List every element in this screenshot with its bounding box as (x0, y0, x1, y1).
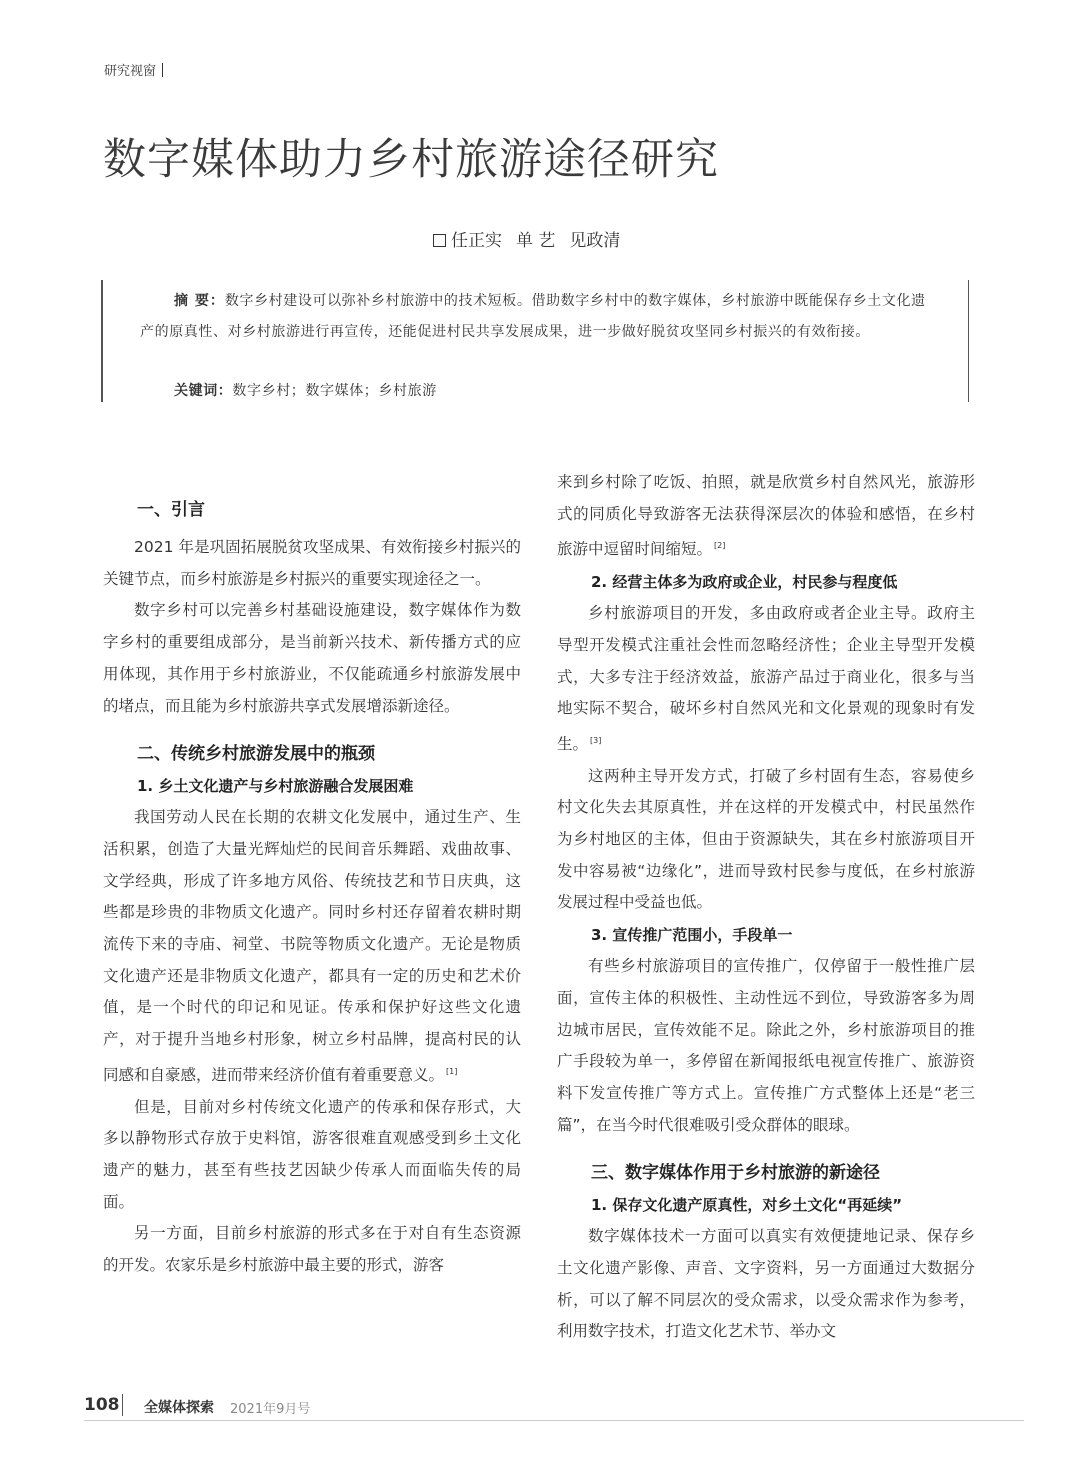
subheading: 1. 保存文化遗产原真性，对乡土文化“再延续” (591, 1196, 903, 1215)
magazine-name: 全媒体探索 (144, 1400, 214, 1416)
abstract (140, 286, 940, 348)
author-box-icon (433, 234, 446, 247)
paragraph: 有些乡村旅游项目的宣传推广，仅停留于一般性推广层面，宣传主体的积极性、主动性远不到位，导致游客多为周边城市居民，宣传效能不足。除此之外，乡村旅游项目的推广手段较为单一，多停留在新闻报纸电视宣传推广、旅游资料下发宣传推广等方式上。宣传推广方式整体上还是“老三篇”，在当今时代很难吸引受众群体的眼球。 (557, 957, 975, 1134)
keywords (174, 380, 437, 400)
paragraph: 数字媒体技术一方面可以真实有效便捷地记录、保存乡土文化遗产影像、声音、文字资料，另一方面通过大数据分析，可以了解不同层次的受众需求，以受众需求作为参考，利用数字技术，打造文化艺术节、举办文 (557, 1227, 975, 1341)
paragraph: 但是，目前对乡村传统文化遗产的传承和保存形式，大多以静物形式存放于史料馆，游客很难直观感受到乡土文化遗产的魅力，甚至有些技艺因缺少传承人而面临失传的局面。 (103, 1097, 521, 1211)
page-number: 108 (84, 1395, 120, 1415)
section-tag (104, 60, 163, 79)
abstract-left-rule (101, 280, 103, 402)
abstract-label: 摘 要： (174, 293, 225, 309)
keywords-list: 数字乡村；数字媒体；乡村旅游 (232, 383, 437, 399)
paragraph-text: 乡村旅游项目的开发，多由政府或者企业主导。政府主导型开发模式注重社会性而忽略经济性；企业主导型开发模式，大多专注于经济效益，旅游产品过于商业化，很多与当地实际不契合，破坏乡村自然风光和文化景观的现象时有发生。 (557, 604, 975, 753)
heading-introduction: 一、引言 (137, 500, 205, 520)
paragraph (103, 802, 521, 1091)
citation-ref: [1] (446, 1066, 458, 1076)
citation-ref: [3] (590, 735, 602, 745)
heading-section-three: 三、数字媒体作用于乡村旅游的新途径 (591, 1163, 880, 1184)
abstract-right-rule (968, 280, 970, 402)
section-divider (162, 63, 163, 77)
paragraph: 另一方面，目前乡村旅游的形式多在于对自有生态资源的开发。农家乐是乡村旅游中最主要的形式，游客 (103, 1224, 521, 1275)
author-name: 任正实 (451, 231, 502, 251)
subheading: 3. 宣传推广范围小，手段单一 (591, 926, 793, 945)
right-column (557, 467, 975, 1348)
abstract-body: 数字乡村建设可以弥补乡村旅游中的技术短板。借助数字乡村中的数字媒体，乡村旅游中既能保存乡土文化遗产的原真性、对乡村旅游进行再宣传，还能促进村民共享发展成果，进一步做好脱贫攻坚同乡村振兴的有效衔接。 (140, 293, 926, 340)
paragraph-text: 来到乡村除了吃饭、拍照，就是欣赏乡村自然风光，旅游形式的同质化导致游客无法获得深层次的体验和感悟，在乡村旅游中逗留时间缩短。 (557, 473, 975, 559)
paragraph: 这两种主导开发方式，打破了乡村固有生态，容易使乡村文化失去其原真性，并在这样的开发模式中，村民虽然作为乡村地区的主体，但由于资源缺失，其在乡村旅游项目开发中容易被“边缘化”，进而导致村民参与度低，在乡村旅游发展过程中受益也低。 (557, 766, 975, 912)
article-title: 数字媒体助力乡村旅游途径研究 (103, 135, 719, 185)
issue-label: 2021年9月号 (230, 1402, 311, 1417)
subheading: 1. 乡土文化遗产与乡村旅游融合发展困难 (137, 777, 414, 796)
paragraph (557, 467, 975, 566)
abstract-text (140, 286, 940, 348)
subheading: 2. 经营主体多为政府或企业，村民参与程度低 (591, 573, 898, 592)
footer-rule (84, 1420, 1024, 1421)
footer-divider (122, 1394, 123, 1416)
paragraph: 2021 年是巩固拓展脱贫攻坚成果、有效衔接乡村振兴的关键节点，而乡村旅游是乡村振兴的重要实现途径之一。 (103, 538, 521, 588)
paragraph-text: 我国劳动人民在长期的农耕文化发展中，通过生产、生活积累，创造了大量光辉灿烂的民间音乐舞蹈、戏曲故事、文学经典，形成了许多地方风俗、传统技艺和节日庆典，这些都是珍贵的非物质文化遗产。同时乡村还存留着农耕时期流传下来的寺庙、祠堂、书院等物质文化遗产。无论是物质文化遗产还是非物质文化遗产，都具有一定的历史和艺术价值，是一个时代的印记和见证。传承和保护好这些文化遗产，对于提升当地乡村形象，树立乡村品牌，提高村民的认同感和自豪感，进而带来经济价值有着重要意义。 (103, 808, 521, 1084)
keywords-label: 关键词： (174, 383, 233, 399)
section-label: 研究视窗 (104, 64, 157, 79)
citation-ref: [2] (714, 541, 726, 551)
paragraph: 数字乡村可以完善乡村基础设施建设，数字媒体作为数字乡村的重要组成部分，是当前新兴技术、新传播方式的应用体现，其作用于乡村旅游业，不仅能疏通乡村旅游发展中的堵点，而且能为乡村旅游共享式发展增添新途径。 (103, 601, 521, 715)
author-line (433, 226, 620, 251)
heading-section-two: 二、传统乡村旅游发展中的瓶颈 (137, 744, 375, 765)
author-name: 见政清 (569, 231, 621, 251)
paragraph (557, 598, 975, 761)
left-column (103, 494, 521, 1282)
author-name: 单 艺 (516, 231, 556, 251)
page-footer (0, 1390, 1080, 1430)
